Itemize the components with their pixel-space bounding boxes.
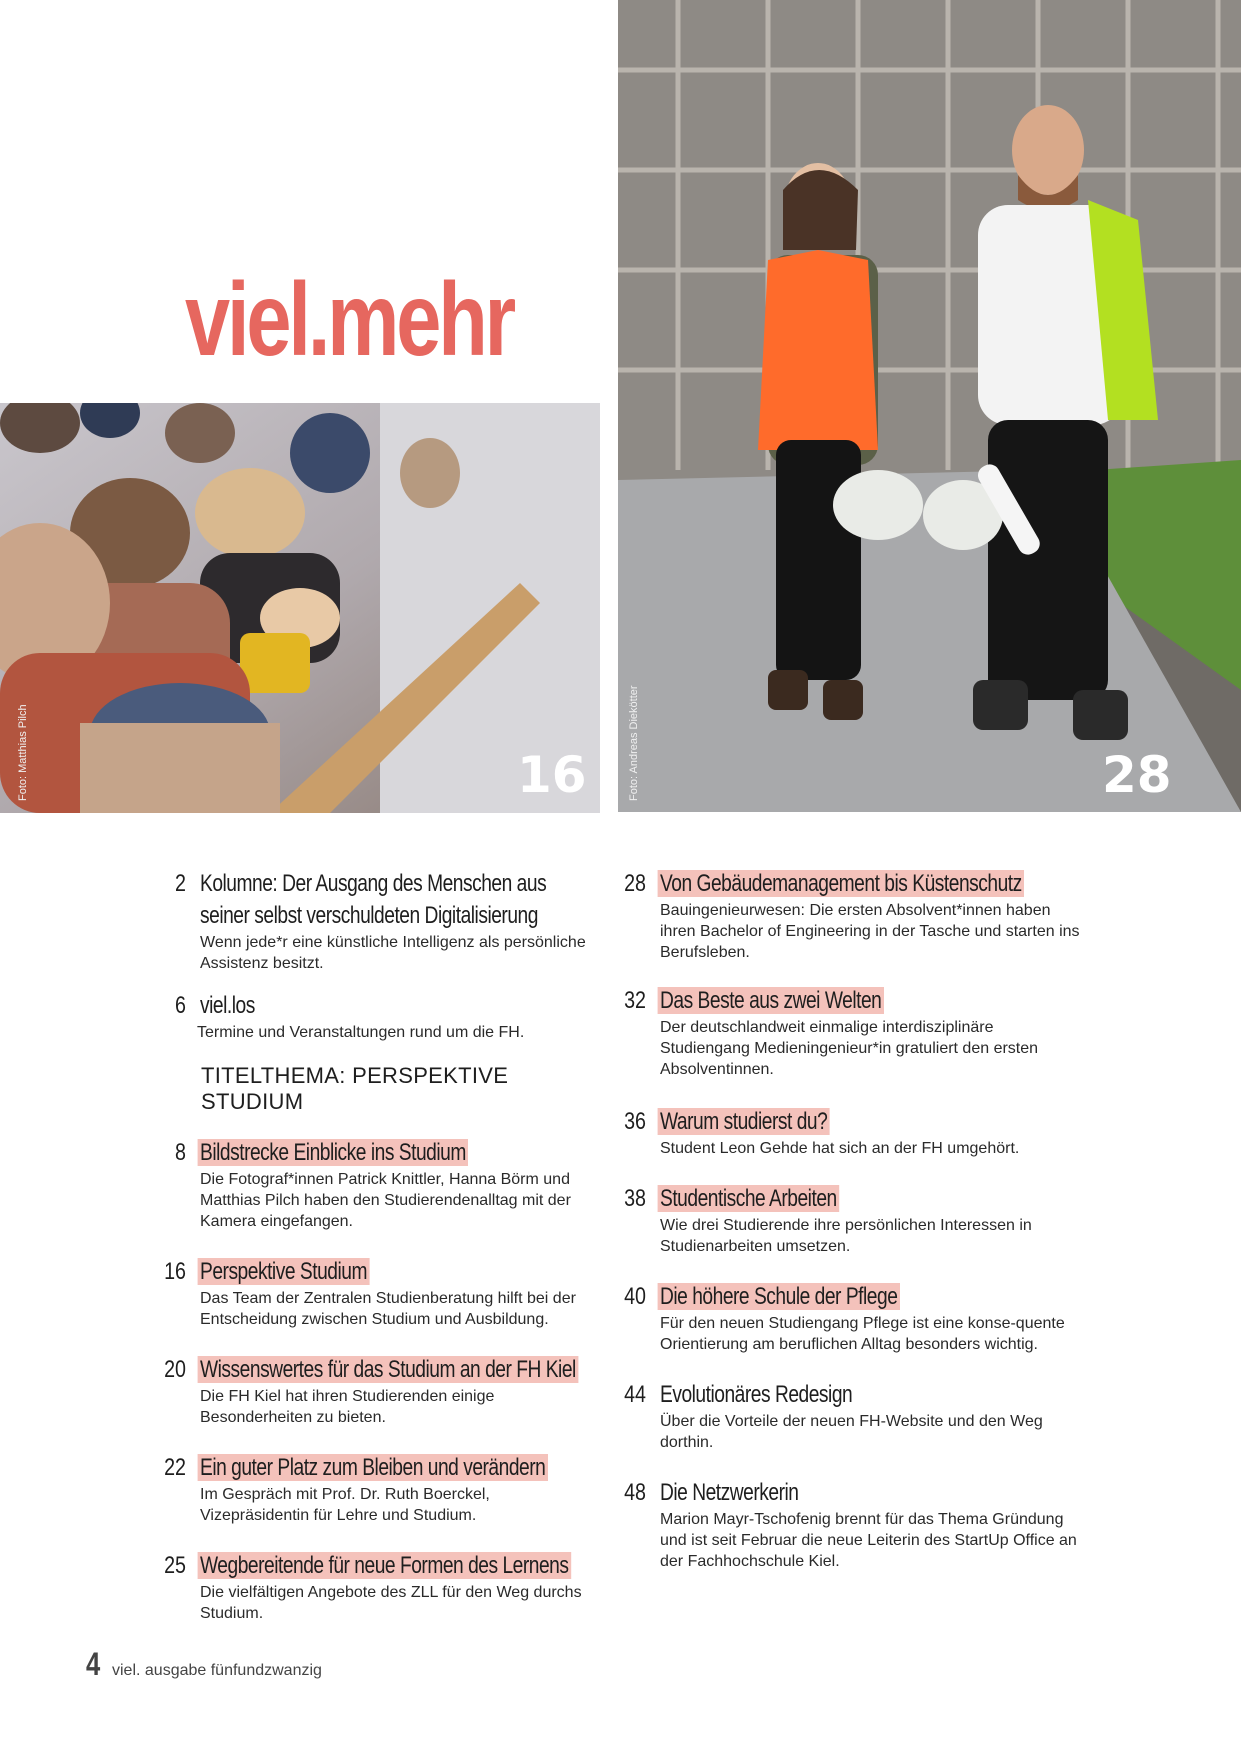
toc-title: Die höhere Schule der Pflege [658, 1283, 900, 1310]
toc-page-number: 6 [175, 992, 186, 1019]
toc-entry[interactable] [610, 1183, 1080, 1257]
footer-page-number: 4 [86, 1646, 101, 1682]
toc-entry[interactable] [150, 868, 590, 974]
toc-title: Perspektive Studium [198, 1258, 370, 1285]
toc-page-number: 25 [164, 1552, 186, 1579]
toc-entry[interactable] [150, 1354, 590, 1428]
toc-page-number: 22 [164, 1454, 186, 1481]
photo-page-number-16: 16 [517, 746, 587, 804]
lecture-hall-photo [0, 403, 600, 813]
toc-title: viel.los [200, 992, 255, 1019]
toc-page-number: 48 [624, 1479, 646, 1506]
toc-entry[interactable] [150, 1137, 590, 1232]
toc-title: Das Beste aus zwei Welten [658, 987, 884, 1014]
toc-description: Die Fotograf*innen Patrick Knittler, Hanna Börm und Matthias Pilch haben den Studierendenalltag mit der Kamera eingefangen. [200, 1171, 571, 1230]
toc-page-number: 32 [624, 987, 646, 1014]
footer-issue-label: viel. ausgabe fünfundzwanzig [112, 1662, 322, 1679]
toc-title: Bildstrecke Einblicke ins Studium [198, 1139, 469, 1166]
toc-description: Marion Mayr-Tschofenig brennt für das Thema Gründung und ist seit Februar die neue Leiterin des StartUp Office an der Fachhochschule Kiel. [660, 1511, 1077, 1570]
toc-title: Warum studierst du? [658, 1108, 830, 1135]
toc-entry[interactable] [150, 990, 590, 1043]
toc-title: Wissenswertes für das Studium an der FH Kiel [198, 1356, 579, 1383]
toc-page-number: 36 [624, 1108, 646, 1135]
toc-page-number: 40 [624, 1283, 646, 1310]
toc-page-number: 44 [624, 1381, 646, 1408]
photo-credit-right: Foto: Andreas Diekötter [628, 685, 640, 801]
toc-title: Ein guter Platz zum Bleiben und verändern [198, 1454, 548, 1481]
toc-description: Der deutschlandweit einmalige interdisziplinäre Studiengang Medieningenieur*in gratuliert den ersten Absolventinnen. [660, 1019, 1039, 1078]
toc-entry[interactable] [610, 1281, 1080, 1355]
toc-page-number: 2 [175, 870, 186, 897]
toc-page-number: 28 [624, 870, 646, 897]
toc-title: Die Netzwerkerin [660, 1479, 799, 1506]
toc-page-number: 8 [175, 1139, 186, 1166]
toc-description: Über die Vorteile der neuen FH-Website und den Weg dorthin. [660, 1413, 1043, 1451]
section-heading: TITELTHEMA: PERSPEKTIVE STUDIUM [201, 1063, 509, 1114]
toc-description: Die vielfältigen Angebote des ZLL für den Weg durchs Studium. [200, 1584, 582, 1622]
toc-right-column [610, 868, 1080, 1572]
toc-description: Wie drei Studierende ihre persönlichen Interessen in Studienarbeiten umsetzen. [660, 1217, 1032, 1255]
toc-page-number: 38 [624, 1185, 646, 1212]
toc-entry[interactable] [150, 1550, 590, 1624]
toc-entry[interactable] [610, 1477, 1080, 1572]
toc-description: Die FH Kiel hat ihren Studierenden einige Besonderheiten zu bieten. [200, 1388, 495, 1426]
toc-left-column [150, 868, 590, 1624]
toc-title: Wegbereitende für neue Formen des Lernens [198, 1552, 571, 1579]
toc-entry[interactable] [610, 868, 1080, 963]
toc-title: Evolutionäres Redesign [660, 1381, 853, 1408]
photo-page-number-28: 28 [1102, 746, 1172, 804]
photo-credit-left: Foto: Matthias Pilch [17, 704, 29, 801]
toc-description: Für den neuen Studiengang Pflege ist eine konse-quente Orientierung am beruflichen Alltag besonders wichtig. [660, 1315, 1065, 1353]
masthead-title: viel.mehr [185, 262, 514, 378]
construction-site-photo [618, 0, 1241, 812]
toc-page-number: 20 [164, 1356, 186, 1383]
toc-page-number: 16 [164, 1258, 186, 1285]
toc-title: Von Gebäudemanagement bis Küstenschutz [658, 870, 1025, 897]
toc-description: Student Leon Gehde hat sich an der FH umgehört. [660, 1140, 1020, 1157]
toc-title: Studentische Arbeiten [658, 1185, 840, 1212]
toc-description: Im Gespräch mit Prof. Dr. Ruth Boerckel, Vizepräsidentin für Lehre und Studium. [200, 1486, 490, 1524]
toc-entry[interactable] [150, 1452, 590, 1526]
toc-description: Wenn jede*r eine künstliche Intelligenz als persönliche Assistenz besitzt. [200, 934, 586, 972]
toc-entry[interactable] [610, 1379, 1080, 1453]
toc-description: Termine und Veranstaltungen rund um die FH. [197, 1024, 525, 1041]
toc-entry[interactable] [610, 1106, 1080, 1159]
toc-description: Das Team der Zentralen Studienberatung hilft bei der Entscheidung zwischen Studium und Ausbildung. [200, 1290, 576, 1328]
toc-entry[interactable] [610, 985, 1080, 1080]
toc-entry[interactable] [150, 1256, 590, 1330]
toc-title: Kolumne: Der Ausgang des Menschen aus seiner selbst verschuldeten Digitalisierung [200, 870, 547, 929]
toc-description: Bauingenieurwesen: Die ersten Absolvent*innen haben ihren Bachelor of Engineering in der Tasche und starten ins Berufsleben. [660, 902, 1080, 961]
